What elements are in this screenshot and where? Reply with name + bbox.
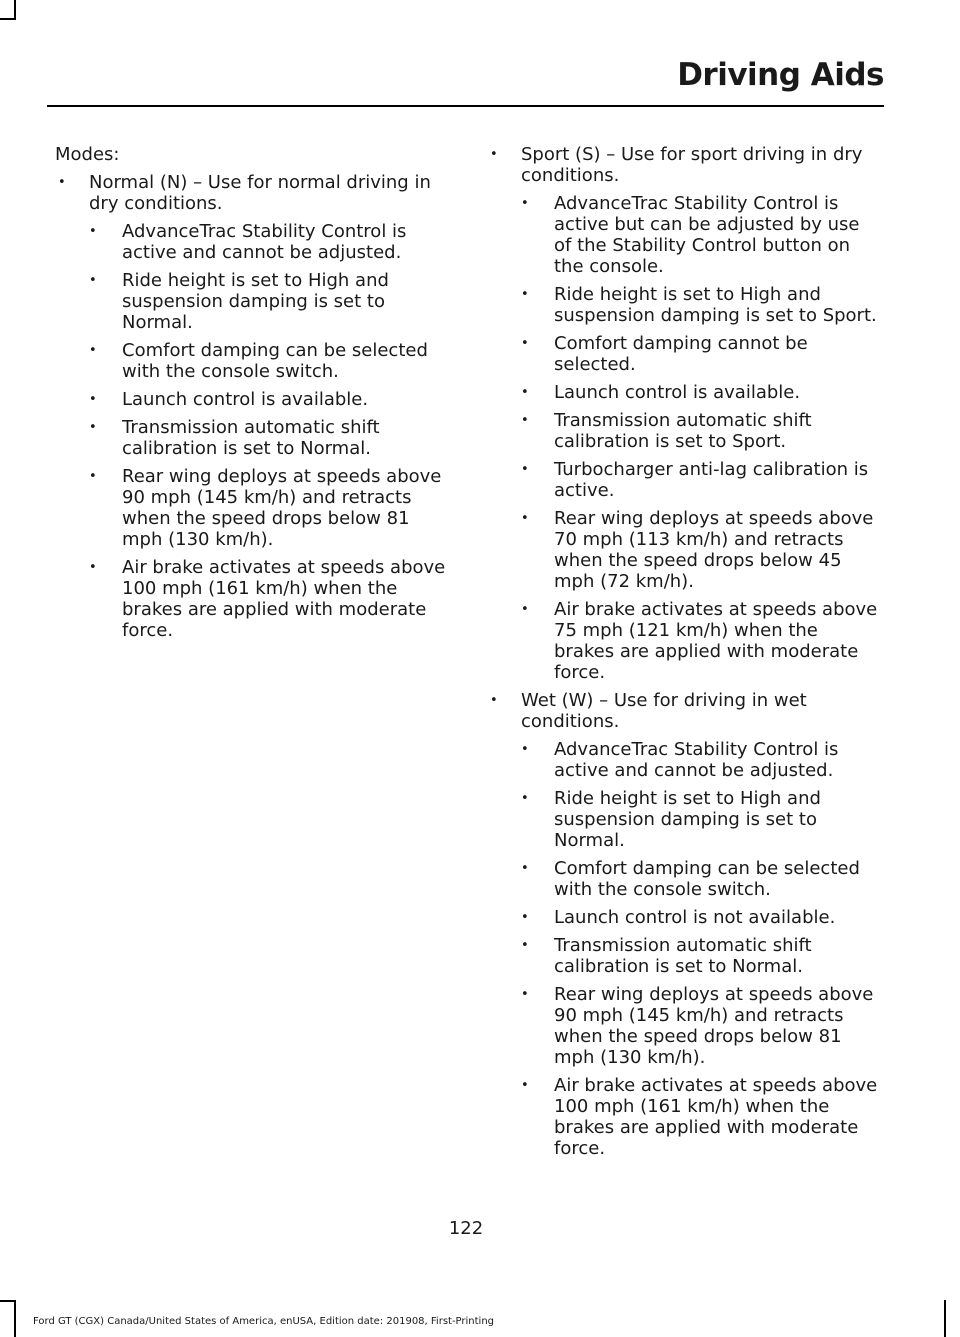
list-item: • Rear wing deploys at speeds above 90 mph (145 km/h) and retracts when the speed drops below 81 mph (130 km/h). [89, 466, 455, 550]
list-item: • Turbocharger anti-lag calibration is active. [521, 459, 882, 501]
mode-label: Sport (S) – Use for sport driving in dry conditions. [521, 144, 863, 186]
list-item: • Air brake activates at speeds above 75 mph (121 km/h) when the brakes are applied with moderate force. [521, 599, 882, 683]
mode-detail-list [89, 221, 455, 641]
crop-mark [0, 1300, 16, 1302]
list-item: • AdvanceTrac Stability Control is active and cannot be adjusted. [89, 221, 455, 263]
mode-list [487, 144, 882, 1159]
list-item: • Ride height is set to High and suspension damping is set to Normal. [89, 270, 455, 333]
crop-mark [944, 1300, 946, 1337]
list-item: • Air brake activates at speeds above 100 mph (161 km/h) when the brakes are applied with moderate force. [89, 557, 455, 641]
mode-label: Normal (N) – Use for normal driving in dry conditions. [89, 172, 431, 214]
list-item: • Transmission automatic shift calibration is set to Normal. [521, 935, 882, 977]
crop-mark [0, 18, 16, 20]
list-item: • Transmission automatic shift calibration is set to Normal. [89, 417, 455, 459]
mode-list [55, 172, 455, 641]
list-item: • Transmission automatic shift calibration is set to Sport. [521, 410, 882, 452]
list-item: • AdvanceTrac Stability Control is active but can be adjusted by use of the Stability Control button on the console. [521, 193, 882, 277]
list-item: • Rear wing deploys at speeds above 90 mph (145 km/h) and retracts when the speed drops below 81 mph (130 km/h). [521, 984, 882, 1068]
page-title: Driving Aids [677, 57, 884, 93]
mode-detail-list [521, 739, 882, 1159]
modes-intro: Modes: [55, 144, 120, 165]
list-item: • Ride height is set to High and suspension damping is set to Sport. [521, 284, 882, 326]
list-item: • Air brake activates at speeds above 100 mph (161 km/h) when the brakes are applied with moderate force. [521, 1075, 882, 1159]
mode-item-wet [487, 690, 882, 1159]
list-item: • Comfort damping can be selected with the console switch. [521, 858, 882, 900]
list-item: • Rear wing deploys at speeds above 70 mph (113 km/h) and retracts when the speed drops below 45 mph (72 km/h). [521, 508, 882, 592]
header-divider [47, 105, 884, 107]
mode-item-normal [55, 172, 455, 641]
page-number: 122 [448, 1218, 484, 1239]
mode-detail-list [521, 193, 882, 683]
crop-mark [14, 1300, 16, 1337]
list-item: • Launch control is available. [89, 389, 455, 410]
list-item: • Comfort damping can be selected with the console switch. [89, 340, 455, 382]
left-column [55, 144, 455, 648]
right-column [487, 144, 882, 1166]
mode-item-sport [487, 144, 882, 683]
list-item: • AdvanceTrac Stability Control is active and cannot be adjusted. [521, 739, 882, 781]
mode-label: Wet (W) – Use for driving in wet conditions. [521, 690, 807, 732]
list-item: • Launch control is available. [521, 382, 882, 403]
edition-footer: Ford GT (CGX) Canada/United States of America, enUSA, Edition date: 201908, First-Printing [33, 1316, 495, 1327]
list-item: • Ride height is set to High and suspension damping is set to Normal. [521, 788, 882, 851]
list-item: • Comfort damping cannot be selected. [521, 333, 882, 375]
list-item: • Launch control is not available. [521, 907, 882, 928]
crop-mark [14, 0, 16, 18]
